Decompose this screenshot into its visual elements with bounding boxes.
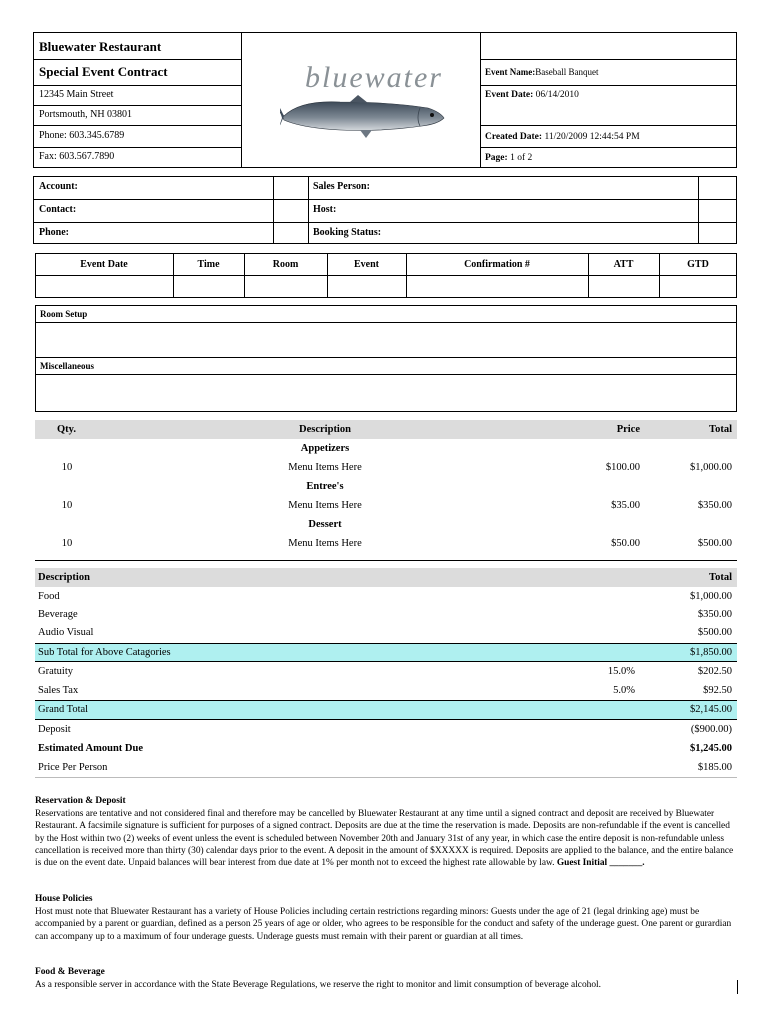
- fax-number: Fax: 603.567.7890: [39, 151, 115, 162]
- col-time: Time: [197, 259, 220, 270]
- account-label: Account:: [39, 181, 78, 192]
- house-policies-title: House Policies: [35, 894, 93, 904]
- miscellaneous-label: Miscellaneous: [40, 361, 94, 371]
- grand-total-label: Grand Total: [38, 704, 89, 715]
- summary-desc-header: Description: [38, 572, 90, 583]
- price-per-person-value: $185.00: [697, 762, 732, 773]
- city-address: Portsmouth, NH 03801: [39, 109, 133, 120]
- event-name: [485, 66, 598, 78]
- phone-label: Phone:: [39, 227, 69, 238]
- food-beverage-title: Food & Beverage: [35, 967, 105, 977]
- sales-tax-value: $92.50: [703, 685, 732, 696]
- menu-item-price: $100.00: [605, 462, 640, 473]
- street-address: 12345 Main Street: [39, 89, 114, 100]
- menu-desc-header: Description: [299, 424, 351, 435]
- host-label: Host:: [313, 204, 337, 215]
- page-value: 1 of 2: [510, 153, 533, 163]
- restaurant-name: Bluewater Restaurant: [39, 39, 162, 54]
- beverage-label: Beverage: [38, 609, 78, 620]
- menu-item-price: $35.00: [611, 500, 640, 511]
- menu-total-header: Total: [709, 424, 732, 435]
- created-date-label: Created Date:: [485, 132, 543, 142]
- sales-person-label: Sales Person:: [313, 181, 370, 192]
- grand-total-row: [35, 700, 737, 720]
- col-gtd: GTD: [687, 259, 709, 270]
- sales-tax-label: Sales Tax: [38, 685, 79, 696]
- fish-logo-icon: [280, 94, 450, 140]
- amount-due-value: $1,245.00: [690, 743, 732, 754]
- beverage-value: $350.00: [697, 609, 732, 620]
- contact-label: Contact:: [39, 204, 77, 215]
- gratuity-label: Gratuity: [38, 666, 73, 677]
- contact-box: [33, 176, 737, 244]
- col-room: Room: [272, 259, 299, 270]
- gratuity-value: $202.50: [697, 666, 732, 677]
- reservation-body: Reservations are tentative and not considered final and therefore may be cancelled by Bluewater Restaurant at any time until a signed contract and deposit are received by Bluewater Restaurant. A facsimile signature is sufficient for purposes of a signed contract. Deposits are due at the time the reservation is made. Deposits are non-refundable if the event is cancelled by the Host within two (2) weeks of event unless the event is scheduled between November 20th and January 31st of any year, in which case the entire deposit is non-refundable unless cancellation is received more than thirty (30) calendar days prior to the event. A deposit in the amount of $XXXXX is required. Deposits are applied to the balance, and the entire balance is due on the event date. Unpaid balances will bear interest from due date at 1% per month not to exceed the highest rate allowable by law.: [35, 809, 734, 869]
- page-label: Page:: [485, 153, 508, 163]
- room-setup-label: Room Setup: [40, 309, 88, 319]
- col-event: Event: [354, 259, 379, 270]
- reservation-text: [35, 808, 737, 869]
- bluewater-logo: [280, 60, 450, 145]
- food-label: Food: [38, 591, 60, 602]
- contract-title: Special Event Contract: [39, 64, 168, 79]
- created-date: [485, 131, 640, 143]
- page-number: [485, 152, 532, 164]
- audio-visual-label: Audio Visual: [38, 627, 94, 638]
- sales-tax-pct: 5.0%: [613, 685, 635, 696]
- subtotal-value: $1,850.00: [690, 647, 732, 658]
- menu-section-title: Appetizers: [300, 443, 350, 454]
- menu-section-title: Dessert: [308, 519, 342, 530]
- menu-item-price: $50.00: [611, 538, 640, 549]
- menu-item-qty: 10: [61, 462, 73, 473]
- event-date-label: Event Date:: [485, 90, 534, 100]
- header-divider-left: [241, 32, 242, 168]
- menu-item-desc: Menu Items Here: [288, 462, 362, 473]
- page-edge-line: [737, 980, 738, 994]
- food-beverage-text: As a responsible server in accordance with the State Beverage Regulations, we reserve the right to monitor and limit consumption of beverage alcohol.: [35, 980, 601, 990]
- event-name-label: Event Name:: [485, 67, 536, 77]
- created-date-value: 11/20/2009 12:44:54 PM: [544, 132, 640, 142]
- col-att: ATT: [613, 259, 634, 270]
- reservation-title: Reservation & Deposit: [35, 796, 126, 806]
- booking-status-label: Booking Status:: [313, 227, 382, 238]
- deposit-value: ($900.00): [690, 724, 732, 735]
- menu-qty-header: Qty.: [57, 424, 76, 435]
- menu-item-qty: 10: [61, 500, 73, 511]
- subtotal-label: Sub Total for Above Catagories: [38, 647, 171, 658]
- summary-header-bar: [35, 568, 737, 587]
- guest-initial: Guest Initial _______.: [556, 858, 645, 869]
- menu-item-total: $500.00: [697, 538, 732, 549]
- price-per-person-label: Price Per Person: [38, 762, 108, 773]
- event-date-value: 06/14/2010: [535, 90, 579, 100]
- gratuity-pct: 15.0%: [607, 666, 635, 677]
- logo-wordmark: bluewater: [305, 61, 443, 94]
- summary-total-header: Total: [709, 572, 732, 583]
- menu-price-header: Price: [616, 424, 640, 435]
- event-date: [485, 89, 579, 101]
- event-name-value: Baseball Banquet: [535, 67, 599, 77]
- grand-total-value: $2,145.00: [690, 704, 732, 715]
- house-policies-text: Host must note that Bluewater Restaurant has a variety of House Policies including certain restrictions regarding minors: Guests under the age of 21 (legal drinking age) must be accompanied by a parent or guardian, defined as a person 25 years of age or older, who agrees to be responsible for the conduct and safety of the underage guest. One parent or gurardian can accompany up to a maximum of four underage guests. Underage guests must remain with their parent or guardian at all times.: [35, 907, 732, 942]
- menu-section-title: Entree's: [306, 481, 344, 492]
- menu-item-desc: Menu Items Here: [288, 538, 362, 549]
- phone-number: Phone: 603.345.6789: [39, 130, 125, 141]
- menu-item-total: $350.00: [697, 500, 732, 511]
- col-event-date: Event Date: [80, 259, 128, 270]
- room-setup-box: [35, 305, 737, 358]
- menu-item-total: $1,000.00: [690, 462, 732, 473]
- amount-due-label: Estimated Amount Due: [38, 743, 144, 754]
- deposit-label: Deposit: [38, 724, 71, 735]
- col-confirmation: Confirmation #: [464, 259, 530, 270]
- miscellaneous-box: [35, 357, 737, 412]
- audio-visual-value: $500.00: [697, 627, 732, 638]
- food-value: $1,000.00: [690, 591, 732, 602]
- menu-item-desc: Menu Items Here: [288, 500, 362, 511]
- menu-item-qty: 10: [61, 538, 73, 549]
